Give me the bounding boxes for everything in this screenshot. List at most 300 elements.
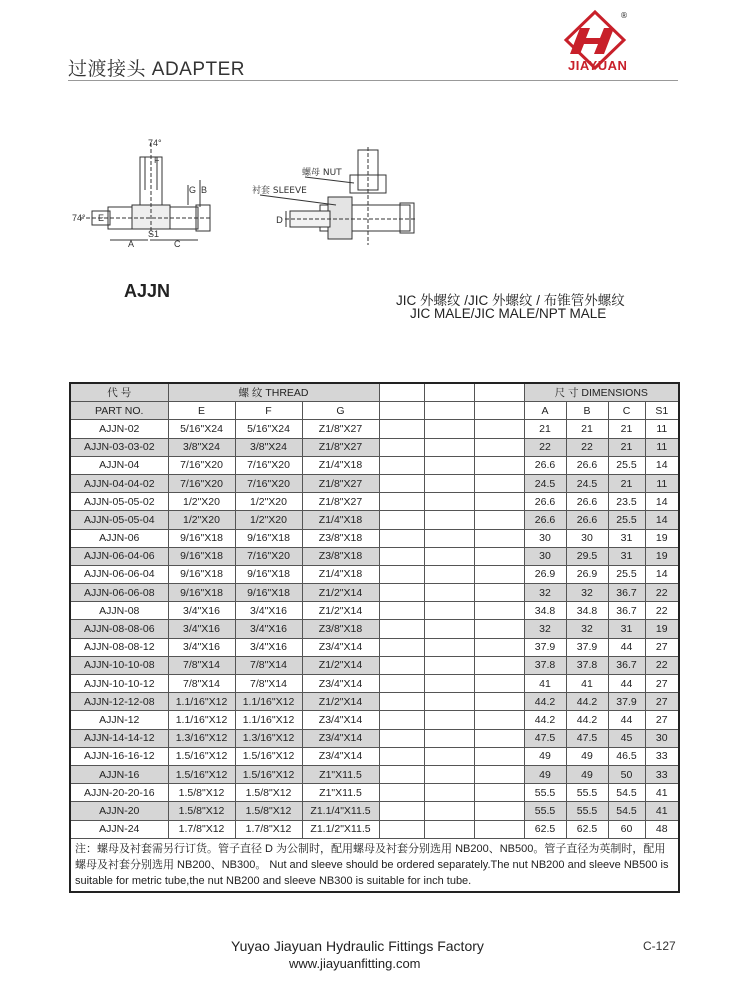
value-cell: 22	[645, 656, 679, 674]
table-row	[70, 474, 679, 492]
part-number-cell: AJJN-04-04-02	[70, 474, 168, 492]
value-cell: 7/8"X14	[168, 675, 235, 693]
value-cell: 19	[645, 529, 679, 547]
value-cell: 1.1/16"X12	[235, 711, 302, 729]
value-cell: 55.5	[566, 802, 608, 820]
blank-cell	[424, 511, 474, 529]
value-cell: Z3/8"X18	[302, 620, 379, 638]
value-cell: 47.5	[524, 729, 566, 747]
value-cell: 31	[608, 620, 645, 638]
value-cell: 1/2"X20	[168, 493, 235, 511]
registered-mark: ®	[620, 11, 628, 20]
blank-cell	[424, 638, 474, 656]
value-cell: 1.5/16"X12	[168, 765, 235, 783]
blank-cell	[424, 802, 474, 820]
blank-cell	[424, 456, 474, 474]
table-row	[70, 547, 679, 565]
blank-cell	[424, 820, 474, 838]
value-cell: Z1"X11.5	[302, 784, 379, 802]
value-cell: 3/4"X16	[168, 638, 235, 656]
dim-b-label: B	[201, 185, 208, 195]
value-cell: 32	[566, 620, 608, 638]
part-number-cell: AJJN-06	[70, 529, 168, 547]
footer-company: Yuyao Jiayuan Hydraulic Fittings Factory	[231, 938, 484, 954]
table-header-row-1	[70, 383, 679, 402]
value-cell: 11	[645, 420, 679, 438]
value-cell: 1/2"X20	[235, 493, 302, 511]
value-cell: Z1/2"X14	[302, 693, 379, 711]
part-number-cell: AJJN-08-08-06	[70, 620, 168, 638]
value-cell: 36.7	[608, 584, 645, 602]
angle-left-label: 74°	[72, 213, 86, 223]
value-cell: Z1/8"X27	[302, 420, 379, 438]
table-row	[70, 675, 679, 693]
blank-cell	[474, 584, 524, 602]
part-number-cell: AJJN-03-03-02	[70, 438, 168, 456]
value-cell: 26.6	[524, 456, 566, 474]
value-cell: 34.8	[566, 602, 608, 620]
value-cell: 1.5/16"X12	[235, 747, 302, 765]
value-cell: 27	[645, 711, 679, 729]
value-cell: 49	[524, 765, 566, 783]
blank-cell	[474, 402, 524, 420]
blank-cell	[379, 711, 424, 729]
value-cell: Z3/4"X14	[302, 711, 379, 729]
value-cell: 25.5	[608, 565, 645, 583]
blank-cell	[424, 675, 474, 693]
blank-cell	[379, 675, 424, 693]
note-row	[70, 838, 679, 892]
value-cell: Z3/4"X14	[302, 729, 379, 747]
col-g-header: G	[302, 402, 379, 420]
value-cell: 14	[645, 565, 679, 583]
part-number-cell: AJJN-16-16-12	[70, 747, 168, 765]
value-cell: 49	[524, 747, 566, 765]
page-title: 过渡接头 ADAPTER	[68, 59, 246, 80]
blank-cell	[474, 602, 524, 620]
value-cell: Z1/4"X18	[302, 511, 379, 529]
brand-name: JIAYUAN	[568, 58, 628, 73]
code-cn-header: 代 号	[70, 383, 168, 402]
blank-cell	[379, 438, 424, 456]
value-cell: 23.5	[608, 493, 645, 511]
value-cell: 34.8	[524, 602, 566, 620]
table-row	[70, 456, 679, 474]
part-number-cell: AJJN-20	[70, 802, 168, 820]
blank-cell	[379, 402, 424, 420]
value-cell: 7/16"X20	[235, 474, 302, 492]
value-cell: Z1/8"X27	[302, 474, 379, 492]
value-cell: 41	[645, 784, 679, 802]
blank-cell	[474, 711, 524, 729]
value-cell: Z1/2"X14	[302, 656, 379, 674]
value-cell: 27	[645, 675, 679, 693]
value-cell: 62.5	[566, 820, 608, 838]
value-cell: 26.6	[524, 511, 566, 529]
header-divider	[68, 80, 678, 81]
value-cell: 49	[566, 765, 608, 783]
value-cell: 5/16"X24	[235, 420, 302, 438]
value-cell: 37.9	[608, 693, 645, 711]
value-cell: 31	[608, 529, 645, 547]
blank-cell	[474, 529, 524, 547]
part-number-cell: AJJN-06-04-06	[70, 547, 168, 565]
value-cell: 26.6	[566, 456, 608, 474]
value-cell: 1.5/16"X12	[235, 765, 302, 783]
blank-cell	[379, 784, 424, 802]
table-row	[70, 729, 679, 747]
col-e-header: E	[168, 402, 235, 420]
footer-url[interactable]: www.jiayuanfitting.com	[289, 956, 421, 971]
blank-cell	[379, 638, 424, 656]
value-cell: 1/2"X20	[235, 511, 302, 529]
value-cell: 11	[645, 474, 679, 492]
part-number-cell: AJJN-24	[70, 820, 168, 838]
blank-cell	[474, 638, 524, 656]
value-cell: Z1.1/4"X11.5	[302, 802, 379, 820]
value-cell: Z1/4"X18	[302, 565, 379, 583]
value-cell: 1.3/16"X12	[168, 729, 235, 747]
table-row	[70, 784, 679, 802]
table-row	[70, 693, 679, 711]
value-cell: 26.6	[566, 493, 608, 511]
col-s1-header: S1	[645, 402, 679, 420]
blank-cell	[379, 547, 424, 565]
value-cell: Z1/4"X18	[302, 456, 379, 474]
value-cell: 33	[645, 765, 679, 783]
table-row	[70, 820, 679, 838]
value-cell: 9/16"X18	[235, 565, 302, 583]
blank-cell	[424, 565, 474, 583]
blank-cell	[474, 493, 524, 511]
value-cell: 50	[608, 765, 645, 783]
value-cell: 9/16"X18	[168, 547, 235, 565]
value-cell: 27	[645, 693, 679, 711]
blank-cell	[474, 438, 524, 456]
value-cell: 62.5	[524, 820, 566, 838]
part-number-cell: AJJN-06-06-08	[70, 584, 168, 602]
value-cell: 21	[608, 474, 645, 492]
value-cell: 37.9	[524, 638, 566, 656]
blank-cell	[379, 383, 424, 402]
blank-cell	[424, 620, 474, 638]
blank-cell	[379, 765, 424, 783]
value-cell: 14	[645, 456, 679, 474]
table-row	[70, 438, 679, 456]
blank-cell	[474, 383, 524, 402]
blank-cell	[474, 765, 524, 783]
value-cell: 44.2	[566, 711, 608, 729]
value-cell: 9/16"X18	[168, 584, 235, 602]
dim-s1-label: S1	[148, 229, 160, 239]
blank-cell	[379, 820, 424, 838]
value-cell: 7/16"X20	[235, 456, 302, 474]
value-cell: 44	[608, 711, 645, 729]
value-cell: 44.2	[524, 693, 566, 711]
value-cell: 47.5	[566, 729, 608, 747]
dim-g-label: G	[189, 185, 197, 195]
table-row	[70, 529, 679, 547]
value-cell: 3/4"X16	[168, 620, 235, 638]
part-number-cell: AJJN-08	[70, 602, 168, 620]
value-cell: 7/16"X20	[235, 547, 302, 565]
value-cell: Z1/2"X14	[302, 584, 379, 602]
value-cell: 1.7/8"X12	[168, 820, 235, 838]
value-cell: 41	[566, 675, 608, 693]
part-number-cell: AJJN-05-05-02	[70, 493, 168, 511]
blank-cell	[474, 747, 524, 765]
dim-f-label: F	[154, 155, 160, 165]
value-cell: Z1/8"X27	[302, 438, 379, 456]
value-cell: Z1/2"X14	[302, 602, 379, 620]
value-cell: 26.9	[566, 565, 608, 583]
dim-e-label: E	[98, 213, 105, 223]
value-cell: 44.2	[524, 711, 566, 729]
blank-cell	[474, 802, 524, 820]
value-cell: 1.5/8"X12	[168, 784, 235, 802]
value-cell: 36.7	[608, 602, 645, 620]
blank-cell	[379, 584, 424, 602]
blank-cell	[379, 693, 424, 711]
blank-cell	[424, 493, 474, 511]
table-row	[70, 711, 679, 729]
value-cell: 7/8"X14	[235, 656, 302, 674]
part-number-cell: AJJN-10-10-08	[70, 656, 168, 674]
blank-cell	[379, 656, 424, 674]
value-cell: 1.1/16"X12	[168, 693, 235, 711]
dimensions-header: 尺 寸 DIMENSIONS	[524, 383, 679, 402]
blank-cell	[424, 402, 474, 420]
dim-c-label: C	[174, 239, 181, 249]
value-cell: 60	[608, 820, 645, 838]
blank-cell	[474, 656, 524, 674]
assembly-drawing	[250, 145, 420, 260]
value-cell: 54.5	[608, 802, 645, 820]
blank-cell	[424, 529, 474, 547]
blank-cell	[424, 474, 474, 492]
value-cell: 44	[608, 638, 645, 656]
value-cell: 1.5/8"X12	[235, 802, 302, 820]
value-cell: 14	[645, 511, 679, 529]
blank-cell	[474, 729, 524, 747]
value-cell: 3/8"X24	[168, 438, 235, 456]
value-cell: 32	[566, 584, 608, 602]
value-cell: 30	[645, 729, 679, 747]
blank-cell	[424, 420, 474, 438]
table-row	[70, 584, 679, 602]
table-header-row-2	[70, 402, 679, 420]
blank-cell	[474, 511, 524, 529]
value-cell: 7/8"X14	[235, 675, 302, 693]
value-cell: 32	[524, 620, 566, 638]
blank-cell	[424, 602, 474, 620]
description-cn: JIC 外螺纹 /JIC 外螺纹 / 布锥管外螺纹	[396, 293, 625, 308]
value-cell: Z1/8"X27	[302, 493, 379, 511]
part-number-cell: AJJN-04	[70, 456, 168, 474]
value-cell: Z3/4"X14	[302, 747, 379, 765]
spec-table	[69, 382, 680, 893]
value-cell: 1.5/16"X12	[168, 747, 235, 765]
value-cell: 32	[524, 584, 566, 602]
blank-cell	[424, 693, 474, 711]
value-cell: 27	[645, 638, 679, 656]
table-row	[70, 565, 679, 583]
blank-cell	[424, 711, 474, 729]
table-row	[70, 620, 679, 638]
value-cell: 45	[608, 729, 645, 747]
blank-cell	[474, 547, 524, 565]
blank-cell	[424, 747, 474, 765]
value-cell: 9/16"X18	[235, 529, 302, 547]
col-a-header: A	[524, 402, 566, 420]
blank-cell	[474, 420, 524, 438]
value-cell: 22	[566, 438, 608, 456]
value-cell: 49	[566, 747, 608, 765]
table-note: 注：螺母及衬套需另行订货。管子直径 D 为公制时，配用螺母及衬套分别选用 NB200、NB500。管子直径为英制时，配用螺母及衬套分别选用 NB200、NB300。 Nut and sleeve should be ordered separately.The nut NB200 and sleeve NB500 is suitable for metric tube,the nut NB200 and sleeve NB300 is suitable for inch tube.	[70, 838, 679, 892]
value-cell: Z1"X11.5	[302, 765, 379, 783]
blank-cell	[474, 620, 524, 638]
part-number-cell: AJJN-20-20-16	[70, 784, 168, 802]
value-cell: Z3/4"X14	[302, 675, 379, 693]
value-cell: 3/4"X16	[235, 638, 302, 656]
table-row	[70, 602, 679, 620]
value-cell: 5/16"X24	[168, 420, 235, 438]
blank-cell	[379, 620, 424, 638]
blank-cell	[379, 802, 424, 820]
part-number-cell: AJJN-02	[70, 420, 168, 438]
value-cell: 3/4"X16	[235, 620, 302, 638]
blank-cell	[379, 420, 424, 438]
blank-cell	[474, 820, 524, 838]
blank-cell	[474, 474, 524, 492]
blank-cell	[379, 474, 424, 492]
value-cell: 11	[645, 438, 679, 456]
value-cell: 29.5	[566, 547, 608, 565]
blank-cell	[379, 747, 424, 765]
part-no-header: PART NO.	[70, 402, 168, 420]
part-number-cell: AJJN-06-06-04	[70, 565, 168, 583]
value-cell: 1.3/16"X12	[235, 729, 302, 747]
col-f-header: F	[235, 402, 302, 420]
angle-top-label: 74°	[148, 138, 162, 148]
value-cell: 55.5	[524, 784, 566, 802]
part-number-cell: AJJN-10-10-12	[70, 675, 168, 693]
sleeve-label: 衬套 SLEEVE	[252, 186, 307, 196]
value-cell: 21	[608, 420, 645, 438]
value-cell: 9/16"X18	[235, 584, 302, 602]
value-cell: 36.7	[608, 656, 645, 674]
value-cell: 44	[608, 675, 645, 693]
value-cell: 1.5/8"X12	[235, 784, 302, 802]
value-cell: Z3/8"X18	[302, 547, 379, 565]
part-number-cell: AJJN-05-05-04	[70, 511, 168, 529]
blank-cell	[424, 438, 474, 456]
blank-cell	[379, 511, 424, 529]
value-cell: 30	[524, 529, 566, 547]
value-cell: 26.9	[524, 565, 566, 583]
value-cell: 30	[566, 529, 608, 547]
value-cell: 37.8	[524, 656, 566, 674]
value-cell: 26.6	[524, 493, 566, 511]
value-cell: 3/4"X16	[235, 602, 302, 620]
thread-header: 螺 纹 THREAD	[168, 383, 379, 402]
value-cell: 55.5	[524, 802, 566, 820]
value-cell: 24.5	[566, 474, 608, 492]
page-number: C-127	[643, 939, 676, 953]
blank-cell	[379, 456, 424, 474]
blank-cell	[474, 565, 524, 583]
value-cell: 37.8	[566, 656, 608, 674]
value-cell: 37.9	[566, 638, 608, 656]
value-cell: 46.5	[608, 747, 645, 765]
value-cell: Z3/8"X18	[302, 529, 379, 547]
value-cell: 21	[524, 420, 566, 438]
value-cell: 22	[524, 438, 566, 456]
blank-cell	[424, 547, 474, 565]
part-number-cell: AJJN-08-08-12	[70, 638, 168, 656]
dim-a-label: A	[128, 239, 135, 249]
table-row	[70, 765, 679, 783]
value-cell: 54.5	[608, 784, 645, 802]
value-cell: 33	[645, 747, 679, 765]
value-cell: 9/16"X18	[168, 565, 235, 583]
blank-cell	[424, 729, 474, 747]
value-cell: 21	[566, 420, 608, 438]
col-c-header: C	[608, 402, 645, 420]
table-row	[70, 638, 679, 656]
part-number-cell: AJJN-16	[70, 765, 168, 783]
value-cell: 25.5	[608, 511, 645, 529]
part-number-cell: AJJN-12	[70, 711, 168, 729]
value-cell: 3/8"X24	[235, 438, 302, 456]
table-row	[70, 802, 679, 820]
value-cell: Z1.1/2"X11.5	[302, 820, 379, 838]
dim-d-label: D	[276, 216, 283, 226]
model-code: AJJN	[124, 281, 171, 301]
table-row	[70, 747, 679, 765]
value-cell: 7/16"X20	[168, 456, 235, 474]
value-cell: 44.2	[566, 693, 608, 711]
description-en: JIC MALE/JIC MALE/NPT MALE	[410, 306, 607, 321]
blank-cell	[474, 675, 524, 693]
value-cell: 14	[645, 493, 679, 511]
value-cell: 1/2"X20	[168, 511, 235, 529]
blank-cell	[424, 784, 474, 802]
value-cell: 22	[645, 584, 679, 602]
blank-cell	[379, 529, 424, 547]
value-cell: 22	[645, 602, 679, 620]
col-b-header: B	[566, 402, 608, 420]
value-cell: 9/16"X18	[168, 529, 235, 547]
blank-cell	[424, 584, 474, 602]
value-cell: 1.5/8"X12	[168, 802, 235, 820]
tee-fitting-drawing	[70, 135, 215, 250]
blank-cell	[424, 765, 474, 783]
value-cell: 41	[645, 802, 679, 820]
blank-cell	[474, 693, 524, 711]
blank-cell	[379, 729, 424, 747]
value-cell: 21	[608, 438, 645, 456]
value-cell: 30	[524, 547, 566, 565]
table-row	[70, 511, 679, 529]
value-cell: 19	[645, 547, 679, 565]
part-number-cell: AJJN-12-12-08	[70, 693, 168, 711]
value-cell: 26.6	[566, 511, 608, 529]
value-cell: 31	[608, 547, 645, 565]
value-cell: 48	[645, 820, 679, 838]
value-cell: 24.5	[524, 474, 566, 492]
value-cell: 1.7/8"X12	[235, 820, 302, 838]
